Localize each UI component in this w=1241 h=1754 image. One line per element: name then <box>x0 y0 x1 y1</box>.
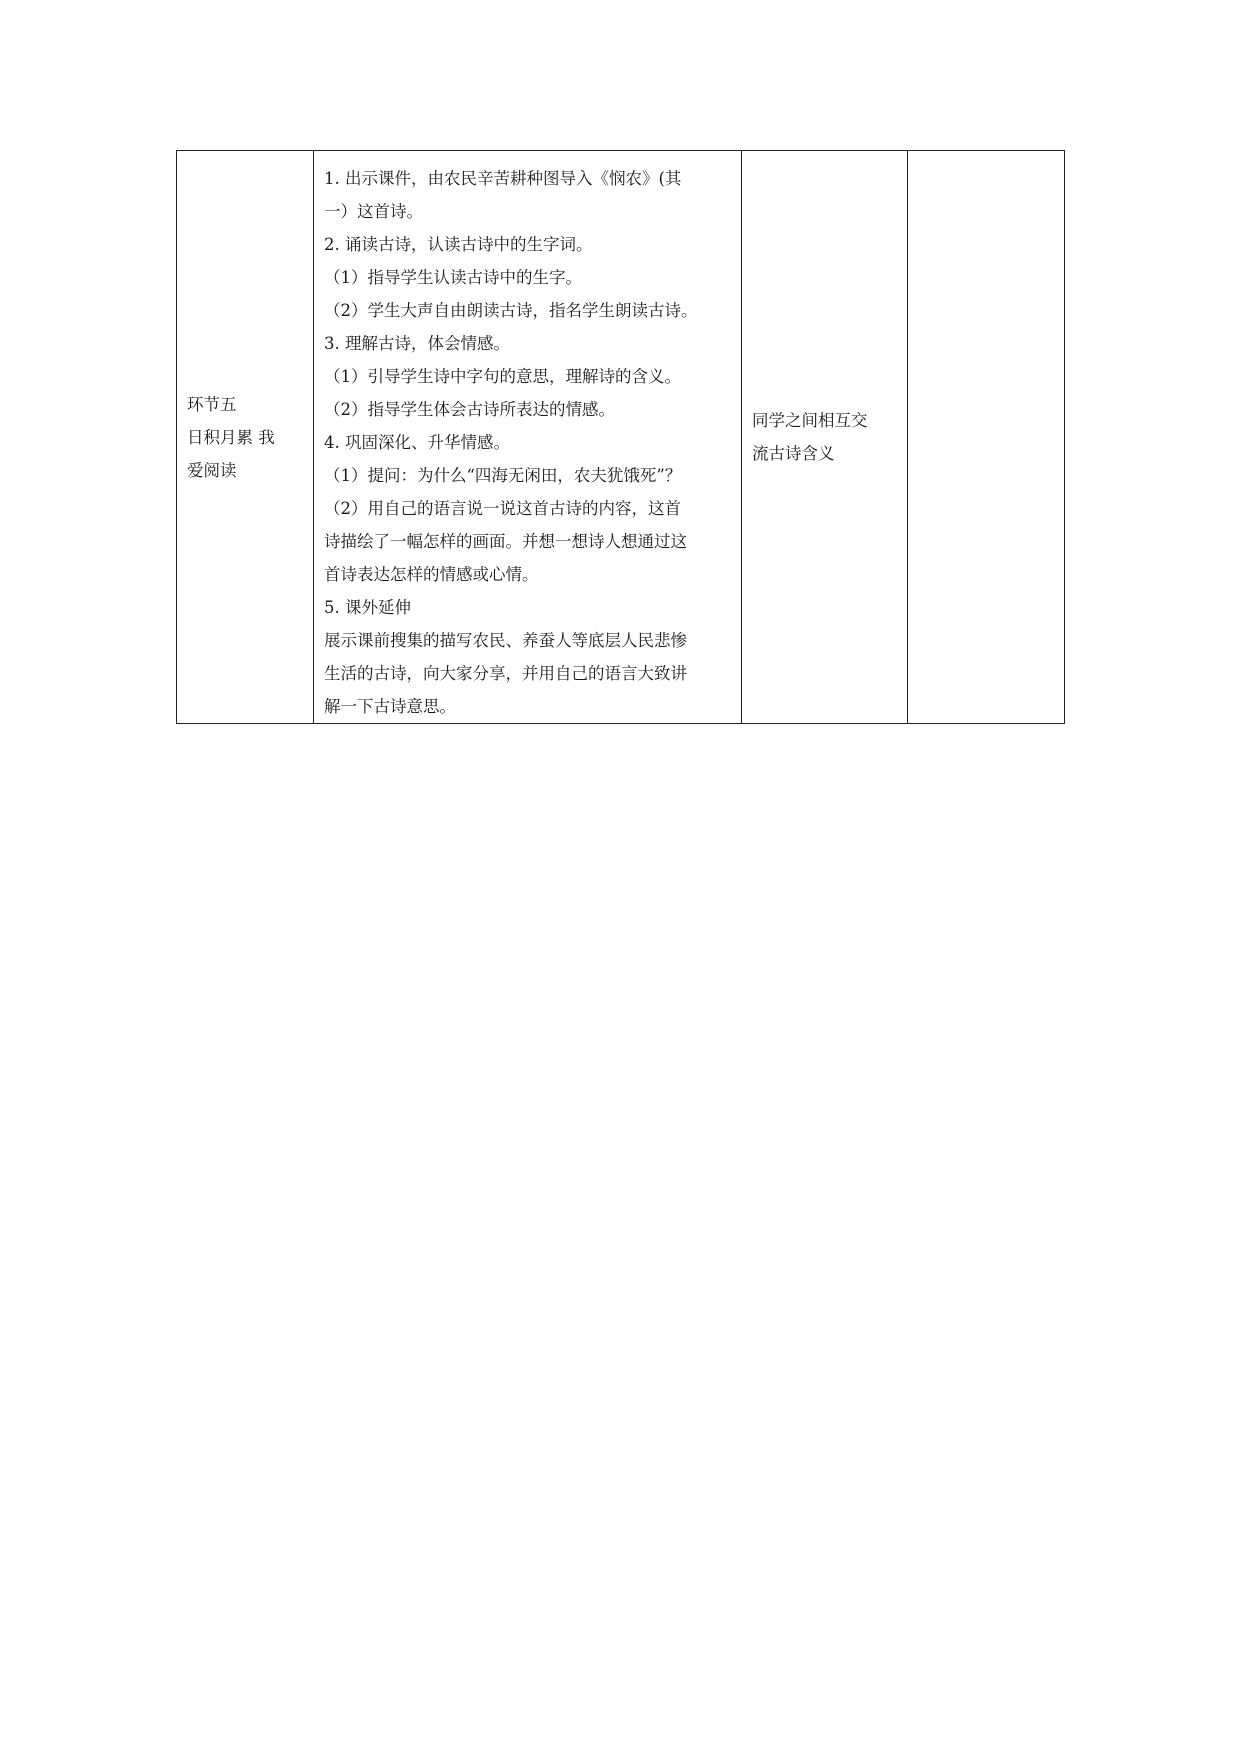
content-line: 展示课前搜集的描写农民、养蚕人等底层人民悲惨 <box>324 631 687 650</box>
content-line: （2）指导学生体会古诗所表达的情感。 <box>324 400 615 419</box>
content-line: 生活的古诗，向大家分享，并用自己的语言大致讲 <box>324 664 687 683</box>
student-activity-line: 流古诗含义 <box>752 444 835 463</box>
teaching-content-cell <box>314 151 742 724</box>
lesson-plan-table <box>176 150 1065 724</box>
content-line: 诗描绘了一幅怎样的画面。并想一想诗人想通过这 <box>324 532 687 551</box>
stage-line: 爱阅读 <box>187 460 237 480</box>
stage-cell <box>177 151 314 724</box>
table-row <box>177 151 1065 724</box>
student-activity-line: 同学之间相互交 <box>752 411 868 430</box>
student-activity-cell <box>742 151 908 724</box>
content-line: （2）学生大声自由朗读古诗，指名学生朗读古诗。 <box>324 301 698 320</box>
content-line: （1）指导学生认读古诗中的生字。 <box>324 268 582 287</box>
content-line: 4. 巩固深化、升华情感。 <box>324 433 510 452</box>
stage-line: 日积月累 我 <box>187 427 275 447</box>
content-line: 解一下古诗意思。 <box>324 697 456 716</box>
stage-line: 环节五 <box>187 394 237 414</box>
notes-cell <box>908 151 1065 724</box>
content-line: 1. 出示课件，由农民辛苦耕种图导入《悯农》(其 <box>324 169 682 188</box>
content-line: 首诗表达怎样的情感或心情。 <box>324 565 539 584</box>
content-line: （2）用自己的语言说一说这首古诗的内容，这首 <box>324 499 681 518</box>
content-line: 3. 理解古诗，体会情感。 <box>324 334 510 353</box>
content-line: 2. 诵读古诗，认读古诗中的生字词。 <box>324 235 593 254</box>
content-line: （1）引导学生诗中字句的意思，理解诗的含义。 <box>324 367 681 386</box>
content-line: （1）提问：为什么“四海无闲田，农夫犹饿死”？ <box>324 466 682 485</box>
content-line: 5. 课外延伸 <box>324 598 411 617</box>
content-line: 一）这首诗。 <box>324 202 423 221</box>
